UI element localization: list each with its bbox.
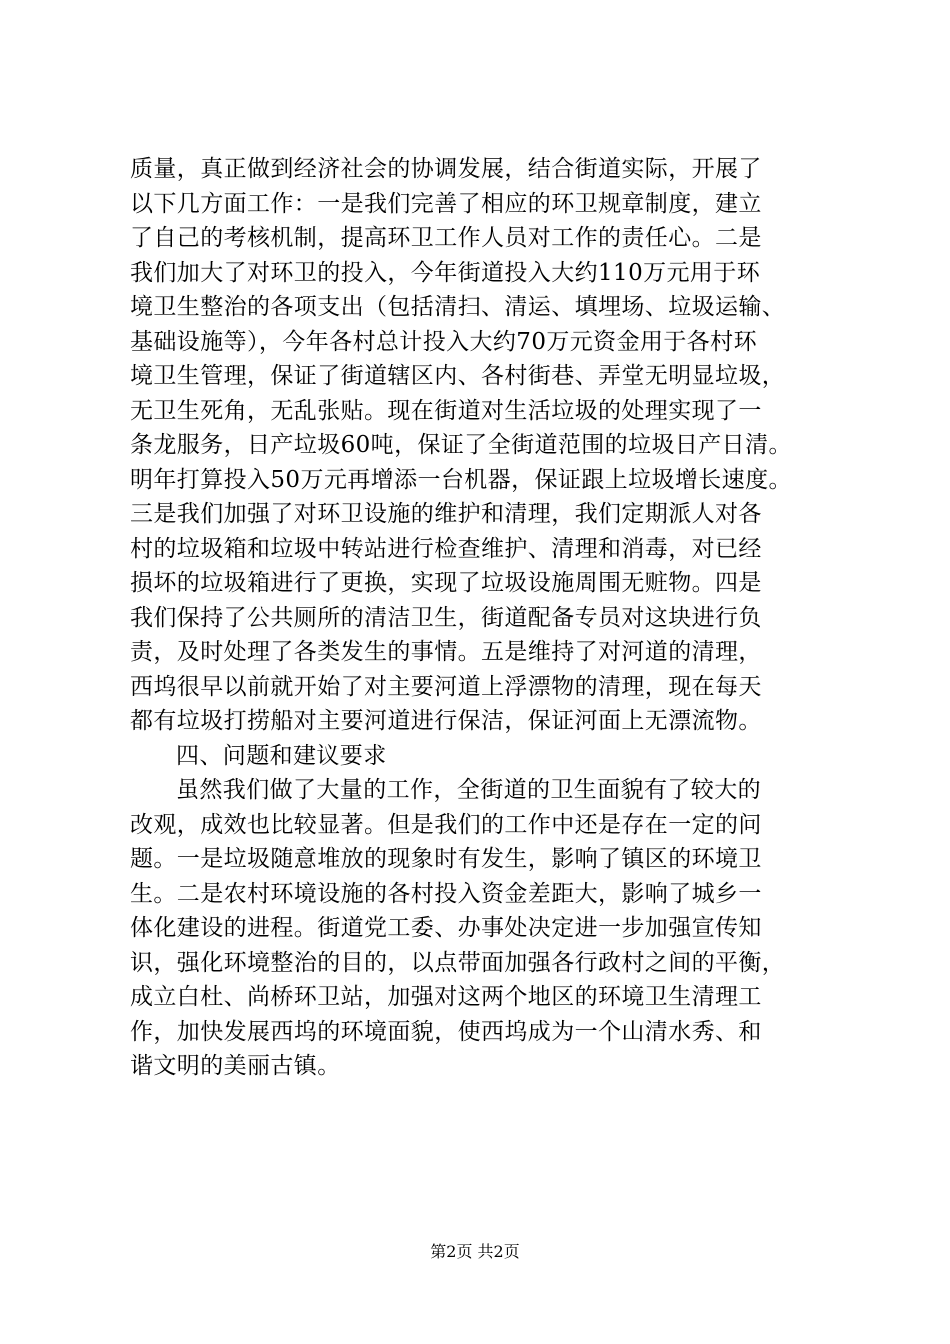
text-line: 村的垃圾箱和垃圾中转站进行检查维护、清理和消毒，对已经	[130, 535, 762, 562]
text-line: 境卫生整治的各项支出（包括清扫、清运、填埋场、垃圾运输、	[130, 294, 786, 320]
text-line: 我们加大了对环卫的投入，今年街道投入大约110万元用于环	[130, 259, 761, 286]
page-number-label: 第2页 共2页	[430, 1242, 520, 1261]
page-footer	[0, 1241, 950, 1263]
text-line: 题。一是垃圾随意堆放的现象时有发生，影响了镇区的环境卫	[130, 846, 762, 872]
text-line: 责，及时处理了各类发生的事情。五是维持了对河道的清理，	[130, 639, 762, 665]
text-line: 谐文明的美丽古镇。	[130, 1053, 341, 1079]
text-line: 西坞很早以前就开始了对主要河道上浮漂物的清理，现在每天	[130, 673, 762, 700]
text-line: 虽然我们做了大量的工作，全街道的卫生面貌有了较大的	[176, 777, 761, 803]
text-line: 生。二是农村环境设施的各村投入资金差距大，影响了城乡一	[130, 880, 762, 907]
text-line: 都有垃圾打捞船对主要河道进行保洁，保证河面上无漂流物。	[130, 708, 762, 734]
text-line: 明年打算投入50万元再增添一台机器，保证跟上垃圾增长速度。	[130, 466, 792, 493]
text-line: 我们保持了公共厕所的清洁卫生，街道配备专员对这块进行负	[130, 604, 762, 631]
text-line: 以下几方面工作：一是我们完善了相应的环卫规章制度，建立	[130, 190, 762, 217]
text-line: 识，强化环境整治的目的，以点带面加强各行政村之间的平衡，	[130, 949, 786, 976]
text-line: 体化建设的进程。街道党工委、办事处决定进一步加强宣传知	[130, 915, 762, 941]
text-line: 损坏的垃圾箱进行了更换，实现了垃圾设施周围无赃物。四是	[130, 570, 762, 596]
text-line: 三是我们加强了对环卫设施的维护和清理，我们定期派人对各	[130, 501, 762, 527]
text-line: 条龙服务，日产垃圾60吨，保证了全街道范围的垃圾日产日清。	[130, 432, 792, 458]
text-line: 基础设施等），今年各村总计投入大约70万元资金用于各村环	[130, 328, 757, 355]
text-line: 了自己的考核机制，提高环卫工作人员对工作的责任心。二是	[130, 225, 762, 251]
text-line: 改观，成效也比较显著。但是我们的工作中还是存在一定的问	[130, 811, 762, 838]
body-text	[130, 152, 830, 1084]
text-line: 无卫生死角，无乱张贴。现在街道对生活垃圾的处理实现了一	[130, 397, 762, 424]
text-line: 成立白杜、尚桥环卫站，加强对这两个地区的环境卫生清理工	[130, 984, 762, 1010]
text-line: 作，加快发展西坞的环境面貌，使西坞成为一个山清水秀、和	[130, 1018, 762, 1045]
section-heading: 四、问题和建议要求	[176, 742, 387, 769]
text-line: 境卫生管理，保证了街道辖区内、各村街巷、弄堂无明显垃圾，	[130, 363, 786, 389]
text-line: 质量，真正做到经济社会的协调发展，结合街道实际，开展了	[130, 156, 762, 182]
